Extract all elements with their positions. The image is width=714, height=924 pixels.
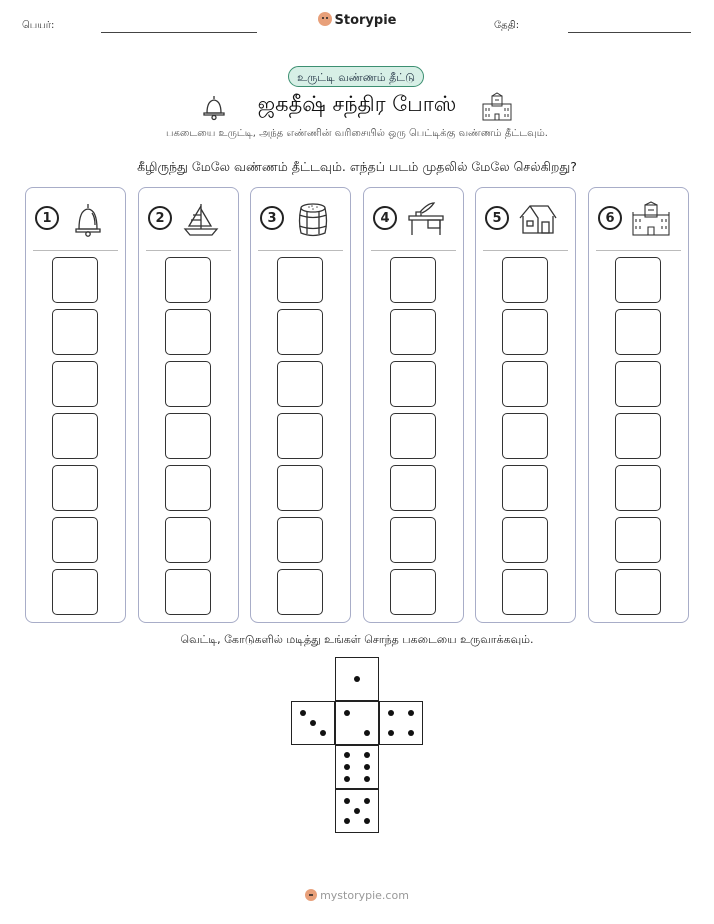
die-pip <box>344 752 350 758</box>
color-box[interactable] <box>52 413 98 459</box>
color-box[interactable] <box>390 413 436 459</box>
column-divider <box>33 250 118 251</box>
die-pip <box>310 720 316 726</box>
die-face-6 <box>335 745 379 789</box>
color-box[interactable] <box>52 257 98 303</box>
color-box[interactable] <box>165 413 211 459</box>
column-number: 5 <box>485 206 509 230</box>
color-box[interactable] <box>615 361 661 407</box>
worksheet-title: ஜகதீஷ் சந்திர போஸ் <box>257 92 457 116</box>
column-2 <box>138 187 239 623</box>
color-box[interactable] <box>390 517 436 563</box>
color-box[interactable] <box>165 309 211 355</box>
color-box[interactable] <box>52 569 98 615</box>
die-pip <box>344 764 350 770</box>
die-pip <box>344 818 350 824</box>
die-face-4 <box>379 701 423 745</box>
die-pip <box>408 730 414 736</box>
color-box[interactable] <box>615 569 661 615</box>
building-icon <box>631 201 671 237</box>
color-box[interactable] <box>277 361 323 407</box>
column-4 <box>363 187 464 623</box>
color-box[interactable] <box>165 257 211 303</box>
die-pip <box>320 730 326 736</box>
color-box[interactable] <box>277 517 323 563</box>
color-box[interactable] <box>502 413 548 459</box>
die-pip <box>364 818 370 824</box>
die-pip <box>364 798 370 804</box>
title-building-icon <box>480 92 514 122</box>
die-face-5 <box>335 789 379 833</box>
column-number: 4 <box>373 206 397 230</box>
die-pip <box>344 710 350 716</box>
color-box[interactable] <box>615 257 661 303</box>
color-box[interactable] <box>52 465 98 511</box>
color-box[interactable] <box>165 517 211 563</box>
die-pip <box>388 710 394 716</box>
color-box[interactable] <box>390 309 436 355</box>
die-pip <box>388 730 394 736</box>
color-box[interactable] <box>277 413 323 459</box>
column-divider <box>258 250 343 251</box>
name-label: பெயர்: <box>22 20 55 31</box>
die-pip <box>354 808 360 814</box>
storypie-face-icon <box>318 12 332 26</box>
column-number: 6 <box>598 206 622 230</box>
footer-url[interactable]: mystorypie.com <box>320 889 409 902</box>
color-box[interactable] <box>277 465 323 511</box>
column-divider <box>483 250 568 251</box>
sailboat-icon <box>181 201 221 237</box>
column-3 <box>250 187 351 623</box>
color-box[interactable] <box>615 517 661 563</box>
color-box[interactable] <box>165 361 211 407</box>
color-box[interactable] <box>277 309 323 355</box>
column-divider <box>596 250 681 251</box>
column-number: 1 <box>35 206 59 230</box>
cut-instruction: வெட்டி, கோடுகளில் மடித்து உங்கள் சொந்த பகடையை உருவாக்கவும். <box>180 633 534 646</box>
footer <box>0 889 714 902</box>
color-box[interactable] <box>615 465 661 511</box>
column-5 <box>475 187 576 623</box>
color-box[interactable] <box>165 465 211 511</box>
column-1 <box>25 187 126 623</box>
color-box[interactable] <box>502 517 548 563</box>
column-number: 2 <box>148 206 172 230</box>
column-divider <box>371 250 456 251</box>
color-box[interactable] <box>390 257 436 303</box>
color-box[interactable] <box>502 569 548 615</box>
die-pip <box>364 752 370 758</box>
die-pip <box>344 798 350 804</box>
brand-name: Storypie <box>334 13 397 28</box>
color-box[interactable] <box>615 309 661 355</box>
column-6 <box>588 187 689 623</box>
color-box[interactable] <box>277 569 323 615</box>
die-pip <box>408 710 414 716</box>
date-label: தேதி: <box>494 20 520 31</box>
die-pip <box>344 776 350 782</box>
die-pip <box>364 776 370 782</box>
color-box[interactable] <box>52 517 98 563</box>
color-box[interactable] <box>165 569 211 615</box>
barrel-icon <box>293 201 333 237</box>
house-icon <box>518 201 558 237</box>
color-box[interactable] <box>502 257 548 303</box>
color-box[interactable] <box>615 413 661 459</box>
die-pip <box>364 730 370 736</box>
coloring-instruction: கீழிருந்து மேலே வண்ணம் தீட்டவும். எந்தப் படம் முதலில் மேலே செல்கிறது? <box>137 159 577 174</box>
bell-icon <box>68 201 108 237</box>
color-box[interactable] <box>277 257 323 303</box>
color-box[interactable] <box>52 309 98 355</box>
color-box[interactable] <box>502 465 548 511</box>
die-pip <box>300 710 306 716</box>
activity-badge: உருட்டி வண்ணம் தீட்டு <box>288 66 424 87</box>
die-pip <box>364 764 370 770</box>
desk-quill-icon <box>406 201 446 237</box>
storypie-face-icon <box>305 889 317 901</box>
brand-logo <box>0 12 714 28</box>
column-divider <box>146 250 231 251</box>
color-box[interactable] <box>502 309 548 355</box>
die-pip <box>354 676 360 682</box>
date-line[interactable] <box>568 32 691 33</box>
die-face-1 <box>335 657 379 701</box>
color-box[interactable] <box>390 569 436 615</box>
name-line[interactable] <box>101 32 257 33</box>
die-face-3 <box>291 701 335 745</box>
worksheet-subtitle: பகடையை உருட்டி, அந்த எண்ணின் வரிசையில் ஒரு பெட்டிக்கு வண்ணம் தீட்டவும். <box>166 128 548 139</box>
color-box[interactable] <box>52 361 98 407</box>
die-face-2 <box>335 701 379 745</box>
color-box[interactable] <box>502 361 548 407</box>
column-number: 3 <box>260 206 284 230</box>
color-box[interactable] <box>390 361 436 407</box>
color-box[interactable] <box>390 465 436 511</box>
